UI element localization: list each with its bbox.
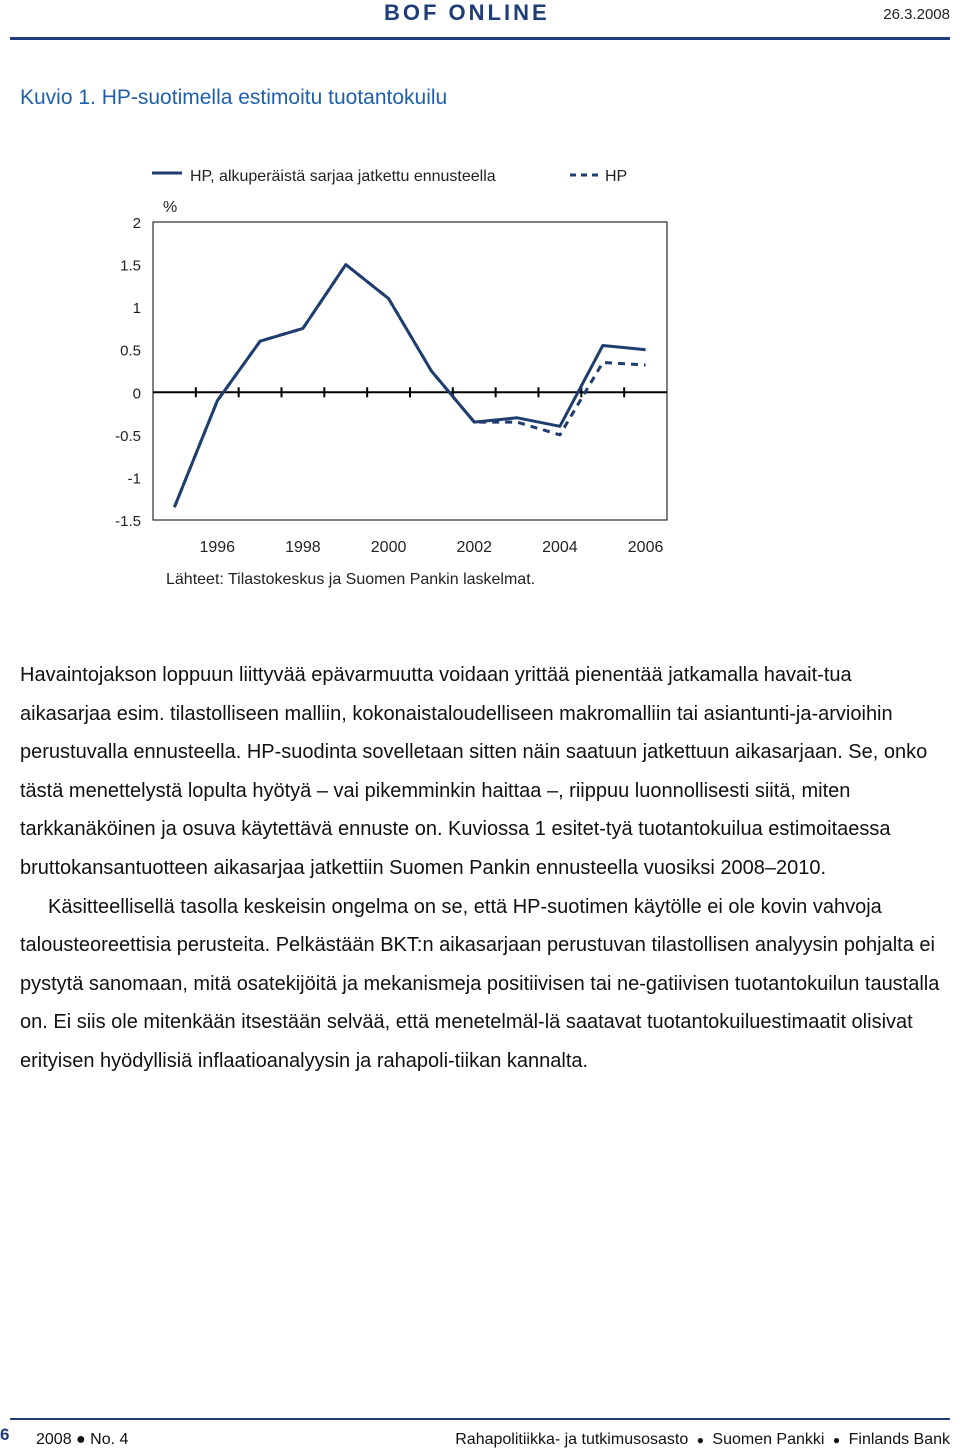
figure-title: Kuvio 1. HP-suotimella estimoitu tuotantokuilu: [20, 86, 448, 109]
x-tick-label: 2002: [456, 539, 493, 556]
bullet-separator: ●: [832, 1433, 841, 1447]
article-body: [20, 656, 940, 1081]
publisher-line: [455, 1431, 950, 1449]
y-tick-label: 1.5: [120, 257, 141, 275]
legend-label: HP: [605, 168, 628, 185]
publication-brand: BOF ONLINE: [384, 0, 550, 25]
legend-label: HP, alkuperäistä sarjaa jatkettu ennusteella: [190, 168, 496, 185]
y-tick-label: 1: [132, 300, 141, 318]
y-tick-label: -0.5: [115, 427, 141, 445]
paragraph: Havaintojakson loppuun liittyvää epävarmuutta voidaan yrittää pienentää jatkamalla havait-tua aikasarjaa esim. tilastolliseen malliin, kokonaistaloudelliseen makromalliin tai asiantunti-ja-arvioihin perustuvalla ennusteella. HP-suodinta sovelletaan sitten näin saatuun jatkettuun aikasarjaan. Se, onko tästä menettelystä lopulta hyötyä – vai pikemminkin haittaa –, riippuu luonnollisesti siitä, miten tarkkanäköinen ja osuva käytettävä ennuste on. Kuviossa 1 esitet-tyä tuotantokuilua estimoitaessa bruttokansantuotteen aikasarjaa jatkettiin Suomen Pankin ennusteella vuosiksi 2008–2010.: [20, 664, 928, 879]
x-tick-label: 2006: [627, 539, 664, 556]
y-tick-label: 2: [132, 215, 141, 232]
footer-divider: [10, 1418, 950, 1420]
page-number: 6: [0, 1425, 10, 1444]
paragraph: Käsitteellisellä tasolla keskeisin ongelma on se, että HP-suotimen käytölle ei ole kovin vahvoja talousteoreettisia perusteita. Pelkästään BKT:n aikasarjaan perustuvan tilastollisen analyysin pohjalta ei pystytä sanomaan, mitä osatekijöitä ja mekanismeja positiivisen tai ne-gatiivisen tuotantokuilun taustalla on. Ei siis ole mitenkään itsestään selvää, että menetelmäl-lä saatavat tuotantokuiluestimaatit olisivat erityisen hyödyllisiä inflaatioanalyysin ja rahapoli-tiikan kannalta.: [20, 895, 940, 1072]
series-hp-extended-line: [174, 265, 645, 508]
y-tick-label: 0.5: [120, 342, 141, 360]
chart: [0, 0, 960, 600]
x-tick-label: 2000: [370, 539, 407, 556]
publication-date: 26.3.2008: [883, 6, 950, 23]
y-tick-label: 0: [132, 385, 141, 403]
publisher-department: Rahapolitiikka- ja tutkimusosasto: [455, 1431, 689, 1448]
y-axis-unit: %: [163, 199, 178, 216]
chart-plot-area: [115, 168, 667, 556]
x-tick-label: 1996: [199, 539, 236, 556]
series-hp-line: [174, 265, 645, 508]
bullet-separator: ●: [696, 1433, 704, 1447]
x-tick-label: 2004: [542, 539, 578, 556]
publisher-bank-sv: Finlands Bank: [848, 1431, 950, 1448]
figure-source: Lähteet: Tilastokeskus ja Suomen Pankin laskelmat.: [166, 571, 536, 588]
publisher-bank-fi: Suomen Pankki: [712, 1431, 825, 1448]
issue-label: 2008 ● No. 4: [36, 1431, 129, 1448]
y-tick-label: -1.5: [115, 513, 141, 530]
x-tick-label: 1998: [285, 539, 321, 556]
y-tick-label: -1: [127, 470, 141, 488]
